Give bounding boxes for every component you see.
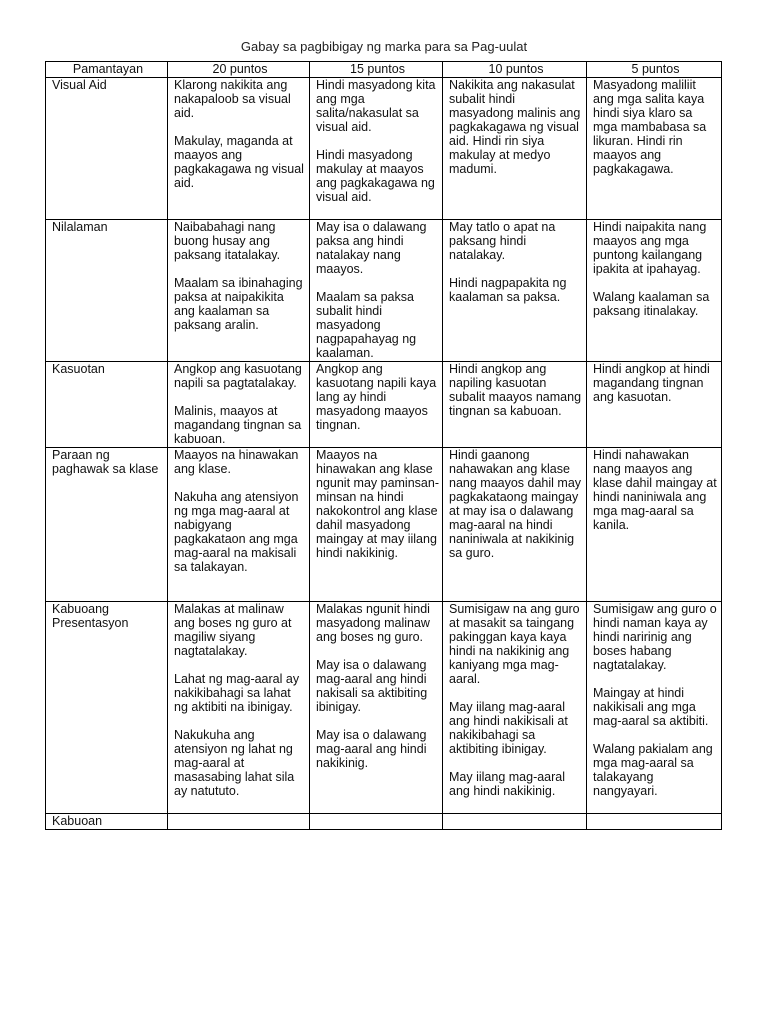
- descriptor-text: Hindi naipakita nang maayos ang mga puntong kailangang ipakita at ipahayag.: [593, 220, 707, 276]
- criterion-row-visual-aid: [46, 78, 722, 220]
- descriptor-text: Walang pakialam ang mga mag-aaral sa talakayang nangyayari.: [593, 742, 713, 798]
- header-5-puntos: 5 puntos: [587, 62, 722, 78]
- criterion-label: Visual Aid: [46, 78, 168, 220]
- criterion-label: Kasuotan: [46, 362, 168, 448]
- descriptor-text: Angkop ang kasuotang napili kaya lang ay hindi masyadong maayos tingnan.: [316, 362, 437, 432]
- criterion-label: Kabuoang Presentasyon: [46, 602, 168, 814]
- descriptor-text: Sumisigaw na ang guro at masakit sa taingang pakinggan kaya kaya hindi na nakikinig ang kaniyang mga mag-aaral.: [449, 602, 580, 686]
- rubric-table: [45, 61, 722, 830]
- descriptor-text: Maayos na hinawakan ang klase ngunit may paminsan-minsan na hindi nakokontrol ang klase dahil masyadong maingay at may iilang hindi nakikinig.: [316, 448, 439, 560]
- criterion-label: Paraan ng paghawak sa klase: [46, 448, 168, 602]
- score-cell-15-puntos: [310, 78, 443, 220]
- descriptor-text: Lahat ng mag-aaral ay nakikibahagi sa lahat ng aktibiti na ibinigay.: [174, 672, 300, 714]
- descriptor-text: Maingay at hindi nakikisali ang mga mag-aaral sa aktibiti.: [593, 686, 709, 728]
- header-pamantayan: Pamantayan: [46, 62, 168, 78]
- descriptor-text: Nakikita ang nakasulat subalit hindi masyadong malinis ang pagkakagawa ng visual aid. Hindi rin siya makulay at medyo madumi.: [449, 78, 581, 176]
- score-cell-5-puntos: [587, 448, 722, 602]
- score-cell-5-puntos: [587, 78, 722, 220]
- score-cell-20-puntos: [168, 78, 310, 220]
- descriptor-text: May tatlo o apat na paksang hindi natalakay.: [449, 220, 556, 262]
- header-15-puntos: 15 puntos: [310, 62, 443, 78]
- criterion-row-paraan: [46, 448, 722, 602]
- header-10-puntos: 10 puntos: [443, 62, 587, 78]
- criterion-row-kasuotan: [46, 362, 722, 448]
- score-cell-10-puntos: [443, 448, 587, 602]
- descriptor-text: May isa o dalawang paksa ang hindi natalakay nang maayos.: [316, 220, 427, 276]
- descriptor-text: Makulay, maganda at maayos ang pagkakagawa ng visual aid.: [174, 134, 304, 190]
- score-cell-20-puntos: [168, 448, 310, 602]
- score-cell-15-puntos: [310, 448, 443, 602]
- descriptor-text: Hindi nagpapakita ng kaalaman sa paksa.: [449, 276, 567, 304]
- descriptor-text: Maalam sa paksa subalit hindi masyadong nagpapahayag ng kaalaman.: [316, 290, 417, 360]
- descriptor-text: Hindi angkop ang napiling kasuotan subalit maayos namang tingnan sa kabuoan.: [449, 362, 582, 418]
- score-cell-5-puntos: [587, 602, 722, 814]
- score-cell-15-puntos: [310, 362, 443, 448]
- descriptor-text: Angkop ang kasuotang napili sa pagtatalakay.: [174, 362, 302, 390]
- total-cell-20: [168, 814, 310, 830]
- score-cell-10-puntos: [443, 602, 587, 814]
- criterion-label: Nilalaman: [46, 220, 168, 362]
- header-20-puntos: 20 puntos: [168, 62, 310, 78]
- score-cell-20-puntos: [168, 362, 310, 448]
- score-cell-20-puntos: [168, 220, 310, 362]
- total-cell-10: [443, 814, 587, 830]
- descriptor-text: Malakas ngunit hindi masyadong malinaw ang boses ng guro.: [316, 602, 430, 644]
- descriptor-text: Maalam sa ibinahaging paksa at naipakikita ang kaalaman sa paksang aralin.: [174, 276, 303, 332]
- descriptor-text: May iilang mag-aaral ang hindi nakikinig.: [449, 770, 566, 798]
- descriptor-text: Hindi gaanong nahawakan ang klase nang maayos dahil may pagkakataong maingay at may isa o dalawang mag-aaral na hindi naniniwala at nakikinig sa guro.: [449, 448, 582, 560]
- criterion-row-nilalaman: [46, 220, 722, 362]
- descriptor-text: Maayos na hinawakan ang klase.: [174, 448, 299, 476]
- descriptor-text: May isa o dalawang mag-aaral ang hindi nakikinig.: [316, 728, 427, 770]
- score-cell-10-puntos: [443, 78, 587, 220]
- descriptor-text: Naibabahagi nang buong husay ang paksang itatalakay.: [174, 220, 281, 262]
- score-cell-20-puntos: [168, 602, 310, 814]
- descriptor-text: Malakas at malinaw ang boses ng guro at magiliw siyang nagtatalakay.: [174, 602, 292, 658]
- descriptor-text: Walang kaalaman sa paksang itinalakay.: [593, 290, 710, 318]
- descriptor-text: Malinis, maayos at magandang tingnan sa kabuoan.: [174, 404, 302, 446]
- total-row: [46, 814, 722, 830]
- total-label: Kabuoan: [46, 814, 168, 830]
- criterion-row-kabuoang-presentasyon: [46, 602, 722, 814]
- total-cell-5: [587, 814, 722, 830]
- descriptor-text: Masyadong maliliit ang mga salita kaya hindi siya klaro sa mga mambabasa sa likuran. Hindi rin maayos ang pagkakagawa.: [593, 78, 707, 176]
- descriptor-text: Sumisigaw ang guro o hindi naman kaya ay hindi naririnig ang boses habang nagtatalakay.: [593, 602, 717, 672]
- descriptor-text: Klarong nakikita ang nakapaloob sa visual aid.: [174, 78, 291, 120]
- descriptor-text: May iilang mag-aaral ang hindi nakikisali at nakikibahagi sa aktibiting ibinigay.: [449, 700, 568, 756]
- descriptor-text: Nakuha ang atensiyon ng mga mag-aaral at nabigyang pagkakataon ang mga mag-aaral na makisali sa talakayan.: [174, 490, 299, 574]
- score-cell-5-puntos: [587, 220, 722, 362]
- score-cell-5-puntos: [587, 362, 722, 448]
- score-cell-10-puntos: [443, 362, 587, 448]
- score-cell-10-puntos: [443, 220, 587, 362]
- total-cell-15: [310, 814, 443, 830]
- header-row: [46, 62, 722, 78]
- descriptor-text: Hindi masyadong kita ang mga salita/nakasulat sa visual aid.: [316, 78, 436, 134]
- descriptor-text: Hindi nahawakan nang maayos ang klase dahil maingay at hindi naniniwala ang mga mag-aaral sa kanila.: [593, 448, 717, 532]
- descriptor-text: May isa o dalawang mag-aaral ang hindi nakisali sa aktibiting ibinigay.: [316, 658, 428, 714]
- descriptor-text: Hindi angkop at hindi magandang tingnan ang kasuotan.: [593, 362, 710, 404]
- descriptor-text: Nakukuha ang atensiyon ng lahat ng mag-aaral at masasabing lahat sila ay natututo.: [174, 728, 295, 798]
- score-cell-15-puntos: [310, 602, 443, 814]
- score-cell-15-puntos: [310, 220, 443, 362]
- descriptor-text: Hindi masyadong makulay at maayos ang pagkakagawa ng visual aid.: [316, 148, 435, 204]
- document-title: Gabay sa pagbibigay ng marka para sa Pag-uulat: [240, 39, 528, 54]
